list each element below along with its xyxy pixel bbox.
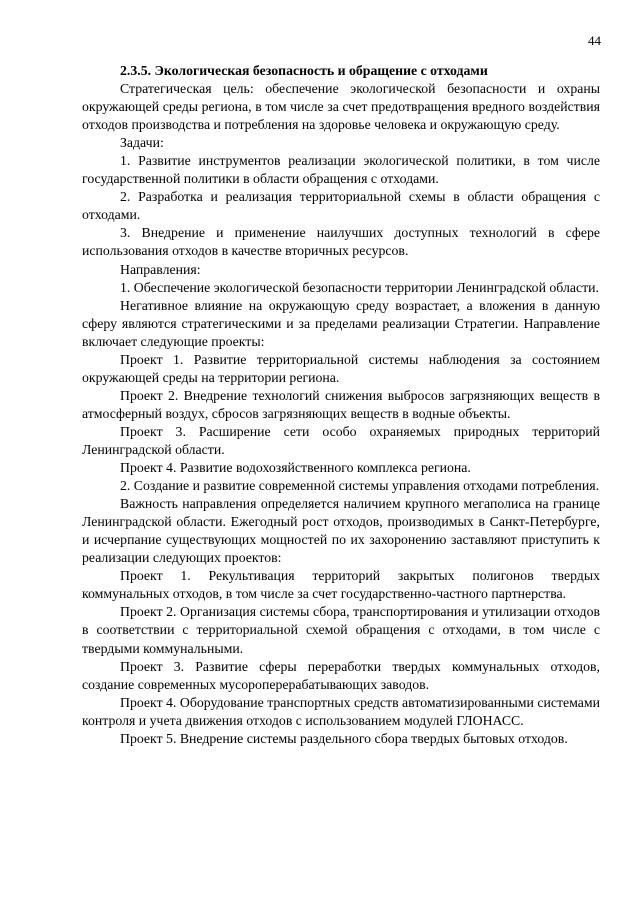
paragraph: Стратегическая цель: обеспечение экологической безопасности и охраны окружающей среды региона, в том числе за счет предотвращения вредного воздействия отходов производства и потребления на здоровье человека и окружающую среду. [82,81,600,133]
paragraph: Проект 4. Оборудование транспортных средств автоматизированными системами контроля и учета движения отходов с использованием модулей ГЛОНАСС. [82,694,600,728]
paragraph-list [82,80,600,748]
paragraph: Проект 5. Внедрение системы раздельного сбора твердых бытовых отходов. [120,730,568,746]
paragraph: 2. Разработка и реализация территориальной схемы в области обращения с отходами. [82,189,600,223]
section-title: 2.3.5. Экологическая безопасность и обращение с отходами [120,63,488,78]
paragraph: Направления: [120,261,201,277]
paragraph: 2. Создание и развитие современной системы управления отходами потребления. [120,478,600,494]
paragraph: Проект 1. Рекультивация территорий закрытых полигонов твердых коммунальных отходов, в том числе за счет государственно-частного партнерства. [82,568,600,602]
paragraph: 1. Развитие инструментов реализации экологической политики, в том числе государственной политики в области обращения с отходами. [82,153,600,187]
paragraph: 3. Внедрение и применение наилучших доступных технологий в сфере использования отходов в качестве вторичных ресурсов. [82,225,600,259]
paragraph: Проект 3. Расширение сети особо охраняемых природных территорий Ленинградской области. [82,423,600,457]
paragraph: Проект 2. Внедрение технологий снижения выбросов загрязняющих веществ в атмосферный воздух, сбросов загрязняющих веществ в водные объекты. [82,387,600,421]
paragraph: Проект 1. Развитие территориальной системы наблюдения за состоянием окружающей среды на территории региона. [82,351,600,385]
paragraph: 1. Обеспечение экологической безопасности территории Ленинградской области. [120,279,599,295]
page-number: 44 [588,33,601,48]
paragraph: Задачи: [120,135,164,151]
paragraph: Проект 2. Организация системы сбора, транспортирования и утилизации отходов в соответствии с территориальной схемой обращения с отходами, в том числе с твердыми коммунальными. [82,604,600,656]
paragraph: Проект 3. Развитие сферы переработки твердых коммунальных отходов, создание современных мусороперерабатывающих заводов. [82,658,600,692]
page-content [82,62,600,748]
paragraph: Негативное влияние на окружающую среду возрастает, а вложения в данную сферу являются стратегическими и за пределами реализации Стратегии. Направление включает следующие проекты: [82,297,600,349]
paragraph: Проект 4. Развитие водохозяйственного комплекса региона. [120,460,471,476]
paragraph: Важность направления определяется наличием крупного мегаполиса на границе Ленинградской области. Ежегодный рост отходов, производимых в Санкт-Петербурге, и исчерпание существующих мощностей по их захоронению заставляют приступить к реализации следующих проектов: [82,496,600,566]
